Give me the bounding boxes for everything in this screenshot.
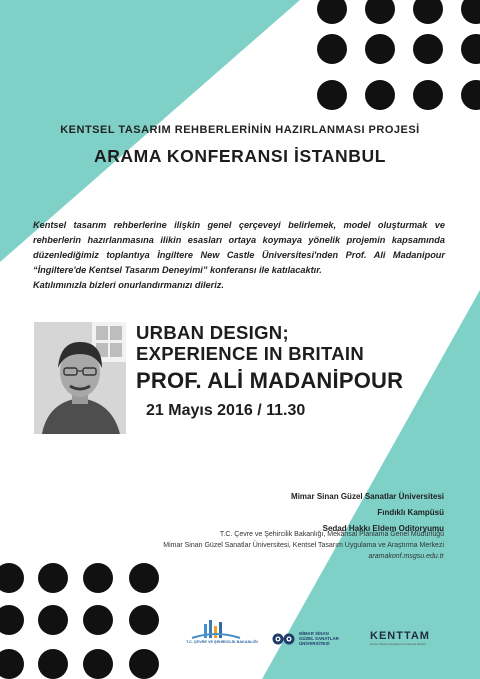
dot: [461, 80, 480, 110]
talk-title-line2: EXPERIENCE IN BRITAIN: [136, 343, 364, 364]
ministry-logo: [186, 618, 258, 648]
kenttam-wordmark: KENTTAM: [370, 630, 430, 642]
dot: [317, 80, 347, 110]
intro-closing: Katılımınızla bizleri onurlandırmanızı dileriz.: [33, 280, 224, 290]
dot: [38, 563, 68, 593]
intro-text: [33, 218, 445, 293]
talk-datetime: 21 Mayıs 2016 / 11.30: [146, 402, 306, 419]
dot: [317, 34, 347, 64]
msgsu-logo-text: [299, 631, 339, 646]
dot: [83, 605, 113, 635]
organizer-line1: T.C. Çevre ve Şehircilik Bakanlığı, Mekânsal Planlama Genel Müdürlüğü: [219, 531, 444, 538]
msgsu-owl-icon: [272, 632, 296, 646]
dot: [413, 34, 443, 64]
dot: [365, 80, 395, 110]
organizer-line2: Mimar Sinan Güzel Sanatlar Üniversitesi, Kentsel Tasarım Uygulama ve Araştırma Merkezi: [163, 542, 444, 549]
dot: [0, 605, 24, 635]
bottom-left-dot-grid: [0, 563, 175, 679]
dot: [413, 80, 443, 110]
dot: [129, 649, 159, 679]
talk-info: [136, 322, 456, 420]
venue-campus: Fındıklı Kampüsü: [377, 508, 444, 517]
venue-hall: Sedad Hakkı Eldem Oditoryumu: [322, 524, 444, 533]
dot: [38, 605, 68, 635]
organizers-block: [163, 529, 444, 562]
ministry-emblem-icon: [186, 618, 246, 640]
kenttam-logo: [370, 630, 450, 650]
intro-paragraph: Kentsel tasarım rehberlerine ilişkin genel çerçeveyi belirlemek, model oluşturmak ve rehberlerin hazırlanmasına ilikin esasları ortaya koymaya yönelik projemin kapsamında düzenlediğimiz toplantıya İngiltere New Castle Üniversitesi'nden Prof. Ali Madanipour “İngiltere'de Kentsel Tasarım Deneyimi” konferansı ile katılacaktır.: [33, 220, 445, 275]
speaker-photo: [34, 322, 126, 434]
dot: [83, 563, 113, 593]
dot: [129, 563, 159, 593]
dot: [413, 0, 443, 24]
dot: [461, 0, 480, 24]
dot: [129, 605, 159, 635]
talk-title-line1: URBAN DESIGN;: [136, 322, 289, 343]
msgsu-line1: MİMAR SİNAN: [299, 631, 329, 636]
msgsu-line2: GÜZEL SANATLAR: [299, 636, 339, 641]
venue-university: Mimar Sinan Güzel Sanatlar Üniversitesi: [291, 492, 444, 501]
project-pretitle: KENTSEL TASARIM REHBERLERİNİN HAZIRLANMASI PROJESİ: [60, 124, 420, 136]
speaker-name: PROF. ALİ MADANİPOUR: [136, 368, 404, 393]
kenttam-subtext: Kentsel Tasarım Uygulama ve Araştırma Merkezi: [370, 643, 427, 646]
dot: [38, 649, 68, 679]
dot: [317, 0, 347, 24]
msgsu-logo: [272, 631, 362, 647]
dot: [365, 34, 395, 64]
dot: [365, 0, 395, 24]
dot: [0, 563, 24, 593]
dot: [461, 34, 480, 64]
ministry-logo-text: T.C. ÇEVRE VE ŞEHİRCİLİK BAKANLIĞI: [186, 640, 258, 644]
top-right-dot-grid: [317, 0, 480, 112]
event-title: ARAMA KONFERANSI İSTANBUL: [93, 146, 387, 166]
msgsu-line3: ÜNİVERSİTESİ: [299, 641, 330, 646]
dot: [83, 649, 113, 679]
website-link[interactable]: aramakonf.msgsu.edu.tr: [368, 553, 444, 560]
dot: [0, 649, 24, 679]
